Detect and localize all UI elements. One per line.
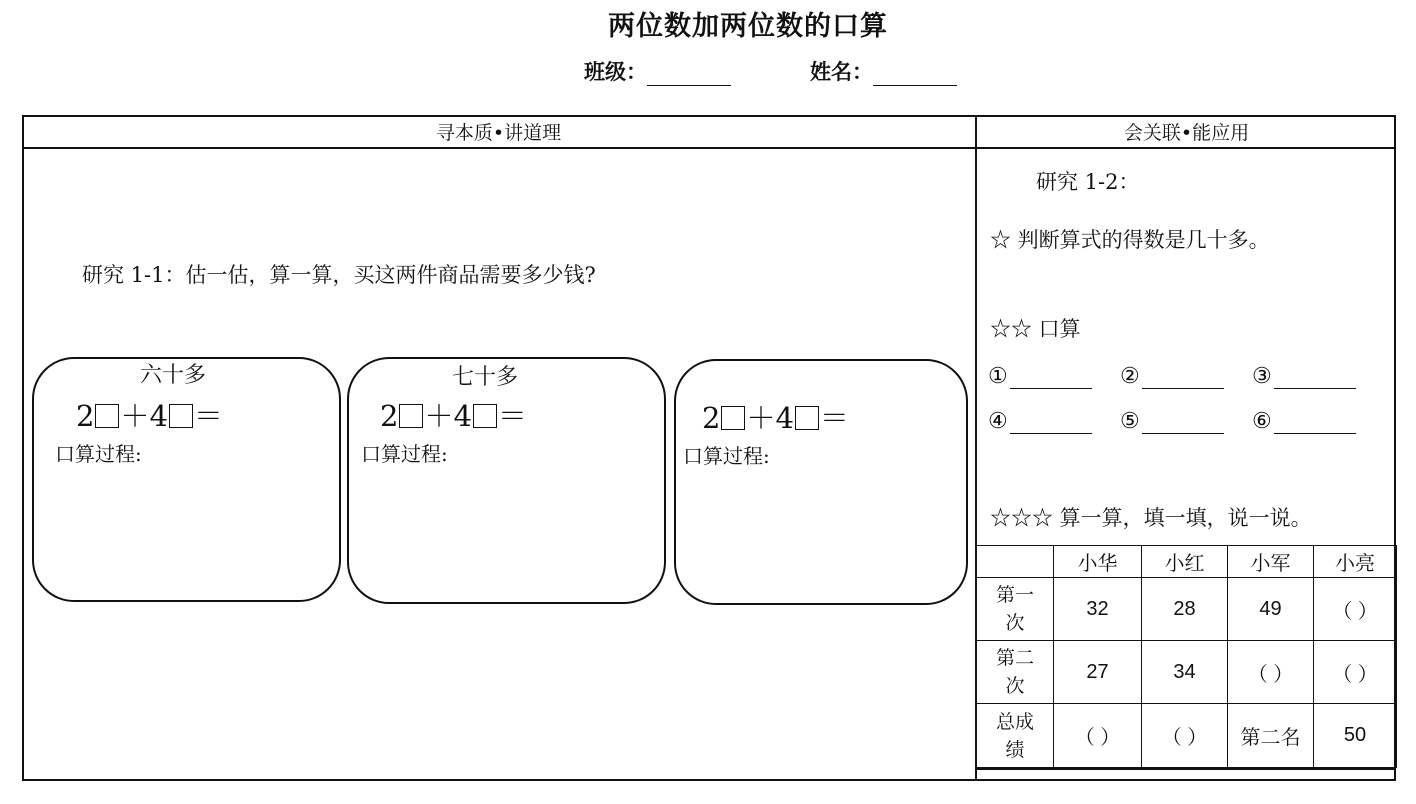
digit-box-input[interactable] bbox=[399, 404, 423, 428]
class-label: 班级： bbox=[584, 59, 647, 84]
header-divider bbox=[22, 147, 1396, 149]
left-section-heading: 寻本质•讲道理 bbox=[435, 122, 562, 144]
card-2-equation bbox=[380, 394, 527, 435]
digit-box-input[interactable] bbox=[95, 404, 119, 428]
eq-equals: ＝ bbox=[497, 399, 527, 433]
eq-plus: ＋4 bbox=[424, 399, 472, 433]
answer-blank-3[interactable] bbox=[1252, 364, 1356, 389]
card-3-process-label: 口算过程: bbox=[683, 444, 770, 468]
task-one-star: ☆ 判断算式的得数是几十多。 bbox=[990, 228, 1270, 252]
table-cell: 第二名 bbox=[1228, 704, 1314, 768]
table-header-cell: 小军 bbox=[1228, 546, 1314, 578]
eq-plus: ＋4 bbox=[120, 399, 168, 433]
circled-number: ② bbox=[1120, 364, 1140, 389]
name-input[interactable] bbox=[873, 67, 957, 86]
study-1-1-question: 研究 1-1：估一估，算一算，买这两件商品需要多少钱? bbox=[82, 263, 596, 287]
table-cell: 27 bbox=[1054, 641, 1142, 704]
task-three-star: ☆☆☆ 算一算，填一填，说一说。 bbox=[990, 506, 1312, 530]
card-2-process-label: 口算过程: bbox=[361, 442, 448, 466]
card-1-process-label: 口算过程: bbox=[55, 442, 142, 466]
circled-number: ③ bbox=[1252, 364, 1272, 389]
answer-blank-5[interactable] bbox=[1120, 409, 1224, 434]
digit-box-input[interactable] bbox=[473, 404, 497, 428]
table-cell-blank[interactable]: （ ） bbox=[1054, 704, 1142, 768]
right-section-heading: 会关联•能应用 bbox=[1123, 122, 1250, 144]
answer-blank-4[interactable] bbox=[988, 409, 1092, 434]
eq-digit: 2 bbox=[380, 399, 399, 433]
table-bottom-rule bbox=[976, 768, 1396, 770]
row-label: 第一 次 bbox=[977, 578, 1054, 641]
table-row bbox=[977, 704, 1397, 768]
table-cell-blank[interactable]: （ ） bbox=[1314, 641, 1397, 704]
eq-equals: ＝ bbox=[819, 401, 849, 435]
name-field-group bbox=[810, 56, 957, 86]
eq-plus: ＋4 bbox=[746, 401, 794, 435]
table-cell: 34 bbox=[1142, 641, 1228, 704]
card-3-equation bbox=[702, 396, 849, 437]
circled-number: ⑥ bbox=[1252, 409, 1272, 434]
circled-number: ① bbox=[988, 364, 1008, 389]
eq-digit: 2 bbox=[702, 401, 721, 435]
card-1-equation bbox=[76, 394, 223, 435]
page-title: 两位数加两位数的口算 bbox=[608, 11, 888, 42]
table-cell-blank[interactable]: （ ） bbox=[1314, 578, 1397, 641]
table-row bbox=[977, 641, 1397, 704]
circled-number: ④ bbox=[988, 409, 1008, 434]
circled-number: ⑤ bbox=[1120, 409, 1140, 434]
class-field-group bbox=[584, 56, 731, 86]
task-two-star: ☆☆ 口算 bbox=[990, 317, 1081, 341]
table-header-cell: 小亮 bbox=[1314, 546, 1397, 578]
class-input[interactable] bbox=[647, 67, 731, 86]
row-label: 第二 次 bbox=[977, 641, 1054, 704]
eq-equals: ＝ bbox=[193, 399, 223, 433]
row-label: 总成 绩 bbox=[977, 704, 1054, 768]
table-cell: 32 bbox=[1054, 578, 1142, 641]
score-table bbox=[976, 545, 1397, 768]
study-1-2-label: 研究 1-2： bbox=[1036, 170, 1140, 194]
digit-box-input[interactable] bbox=[795, 406, 819, 430]
table-cell: 50 bbox=[1314, 704, 1397, 768]
digit-box-input[interactable] bbox=[721, 406, 745, 430]
answer-blank-6[interactable] bbox=[1252, 409, 1356, 434]
table-row bbox=[977, 578, 1397, 641]
table-header-cell: 小红 bbox=[1142, 546, 1228, 578]
table-header-row bbox=[977, 546, 1397, 578]
answer-blank-2[interactable] bbox=[1120, 364, 1224, 389]
answer-blank-1[interactable] bbox=[988, 364, 1092, 389]
table-cell-blank[interactable]: （ ） bbox=[1142, 704, 1228, 768]
eq-digit: 2 bbox=[76, 399, 95, 433]
digit-box-input[interactable] bbox=[169, 404, 193, 428]
name-label: 姓名： bbox=[810, 59, 873, 84]
table-cell: 28 bbox=[1142, 578, 1228, 641]
table-cell-blank[interactable]: （ ） bbox=[1228, 641, 1314, 704]
table-cell: 49 bbox=[1228, 578, 1314, 641]
table-header-cell bbox=[977, 546, 1054, 578]
card-2-hint: 七十多 bbox=[452, 365, 519, 390]
card-1-hint: 六十多 bbox=[140, 363, 207, 388]
table-header-cell: 小华 bbox=[1054, 546, 1142, 578]
